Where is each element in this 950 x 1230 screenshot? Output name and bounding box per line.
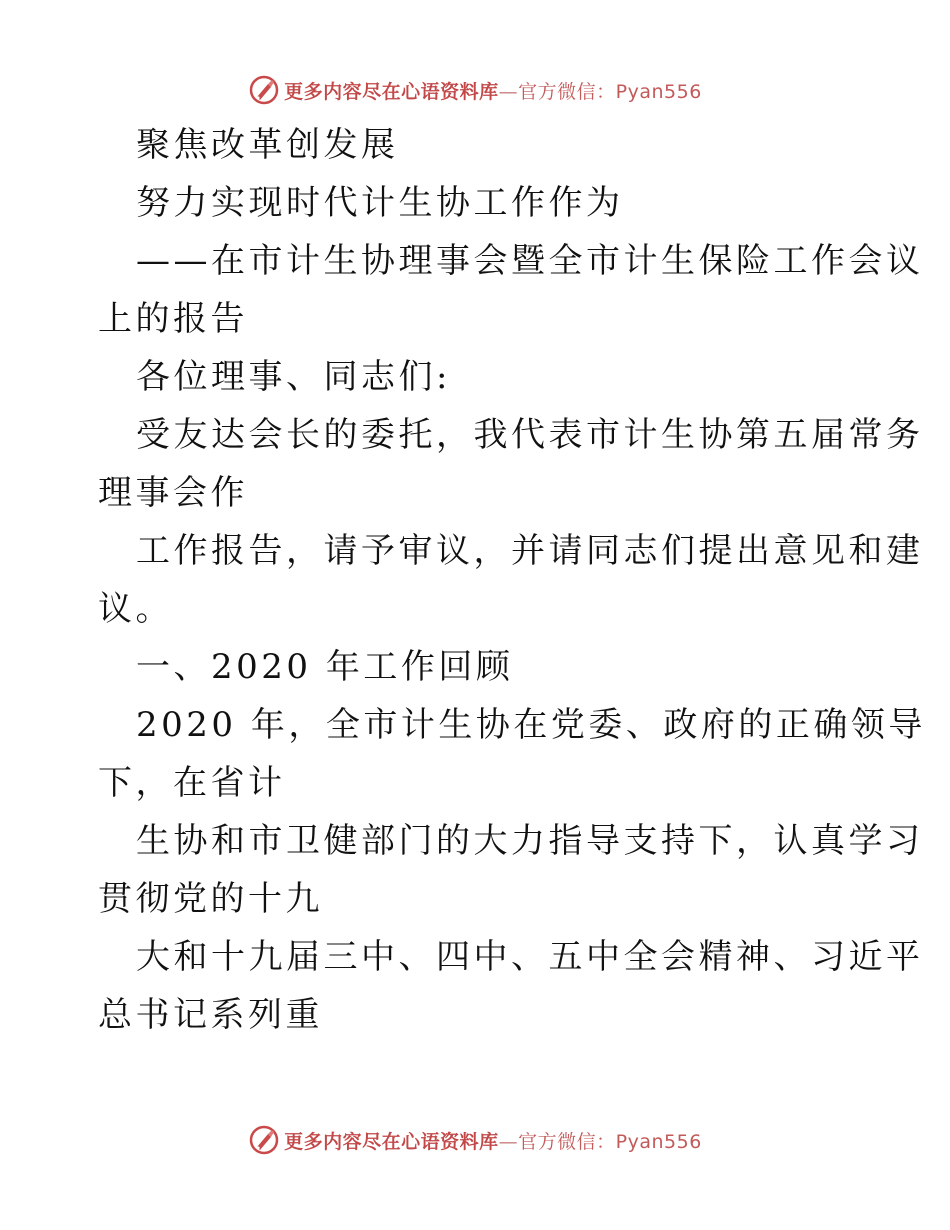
- footer-watermark: [0, 1120, 950, 1160]
- watermark-site-text: 更多内容尽在心语资料库: [284, 80, 499, 103]
- doc-line: 各位理事、同志们:: [136, 357, 451, 397]
- pen-logo-icon: [248, 1124, 280, 1156]
- doc-line: 贯彻党的十九: [98, 879, 323, 919]
- doc-line: 总书记系列重: [98, 995, 323, 1035]
- doc-line: 下，在省计: [98, 763, 286, 803]
- watermark-wechat-text: 官方微信：Pyan556: [518, 1130, 702, 1153]
- doc-line: 努力实现时代计生协工作作为: [136, 183, 624, 223]
- doc-line: 生协和市卫健部门的大力指导支持下，认真学习: [136, 821, 924, 861]
- watermark-separator: —: [498, 1130, 519, 1153]
- watermark-text: [284, 77, 702, 104]
- doc-line: ——在市计生协理事会暨全市计生保险工作会议: [136, 241, 924, 281]
- doc-line: 上的报告: [98, 299, 248, 339]
- watermark-site-text: 更多内容尽在心语资料库: [284, 1130, 499, 1153]
- doc-line: 工作报告，请予审议，并请同志们提出意见和建: [136, 531, 924, 571]
- doc-line: 一、2020 年工作回顾: [136, 647, 514, 687]
- doc-line: 2020 年，全市计生协在党委、政府的正确领导: [136, 705, 926, 745]
- header-watermark: [0, 70, 950, 110]
- doc-line: 议。: [98, 589, 173, 629]
- doc-line: 理事会作: [98, 473, 248, 513]
- pen-logo-icon: [248, 74, 280, 106]
- doc-line: 受友达会长的委托，我代表市计生协第五届常务: [136, 415, 924, 455]
- document-body: [98, 116, 926, 1044]
- doc-line: 大和十九届三中、四中、五中全会精神、习近平: [136, 937, 924, 977]
- doc-line: 聚焦改革创发展: [136, 125, 399, 165]
- watermark-wechat-text: 官方微信：Pyan556: [518, 80, 702, 103]
- watermark-separator: —: [498, 80, 519, 103]
- watermark-text: [284, 1127, 702, 1154]
